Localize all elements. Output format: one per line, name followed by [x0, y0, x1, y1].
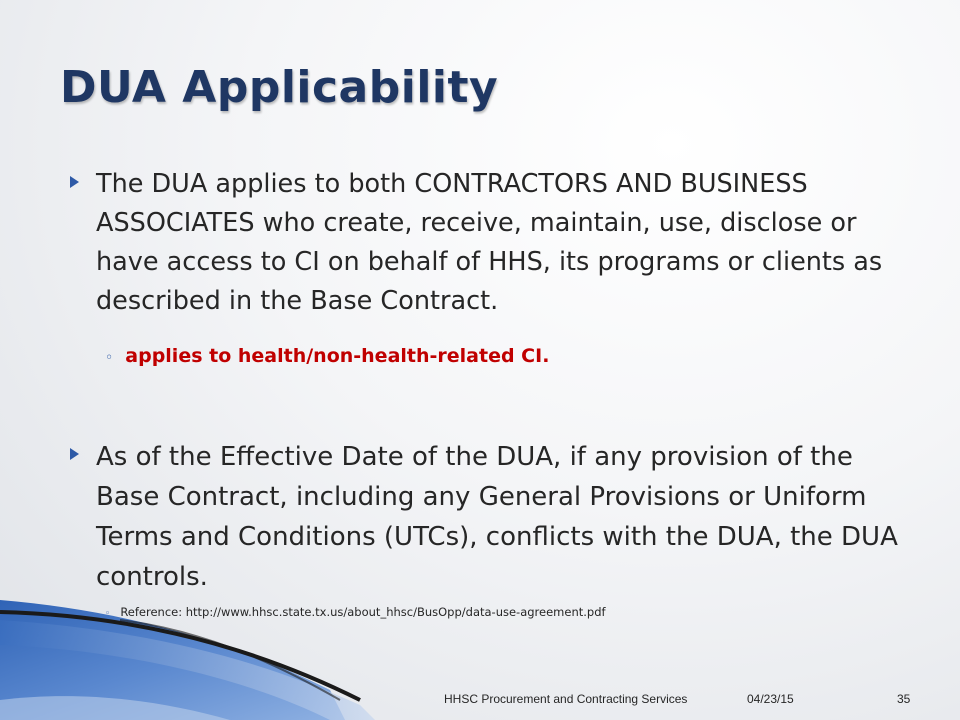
arrow-bullet-icon: [70, 448, 79, 460]
bullet-item: [70, 437, 915, 597]
ring-bullet-icon: ◦: [105, 350, 114, 366]
footer-organization: HHSC Procurement and Contracting Services: [444, 692, 688, 706]
reference-text: Reference: http://www.hhsc.state.tx.us/about_hhsc/BusOpp/data-use-agreement.pdf: [120, 605, 606, 619]
sub-bullet-text: applies to health/non-health-related CI.: [125, 345, 550, 367]
bullet-text: As of the Effective Date of the DUA, if any provision of the Base Contract, including any General Provisions or Uniform Terms and Conditions (UTCs), conflicts with the DUA, the DUA controls.: [96, 442, 898, 592]
ring-bullet-icon: ◦: [105, 609, 111, 619]
footer-date: 04/23/15: [747, 692, 794, 706]
slide-title: DUA Applicability: [60, 62, 499, 113]
footer-page-number: 35: [897, 692, 911, 706]
sub-bullet-item: [105, 605, 606, 619]
bullet-item: [70, 165, 915, 321]
sub-bullet-item: [105, 345, 549, 367]
arrow-bullet-icon: [70, 176, 79, 188]
bullet-text: The DUA applies to both CONTRACTORS AND BUSINESS ASSOCIATES who create, receive, maintain, use, disclose or have access to CI on behalf of HHS, its programs or clients as described in the Base Contract.: [96, 169, 883, 316]
